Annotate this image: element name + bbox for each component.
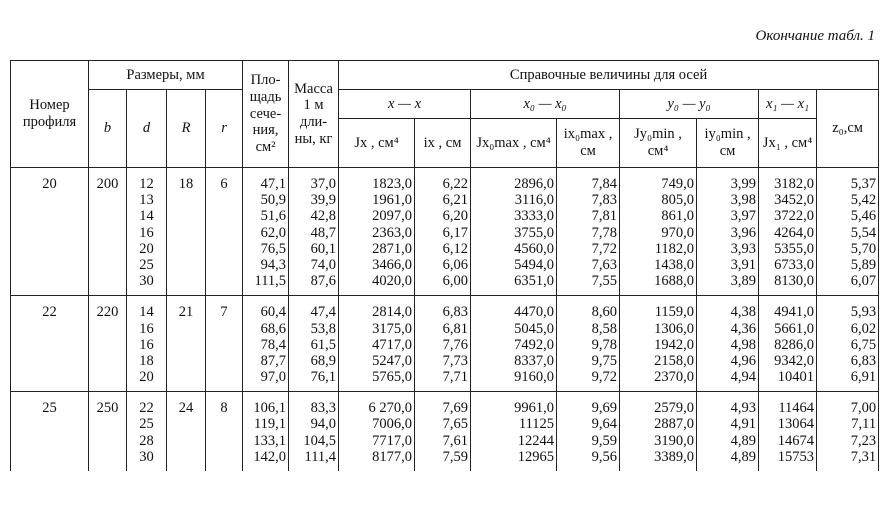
- col-iy0min-value: 3,97: [730, 208, 757, 225]
- col-ix0max: [557, 168, 620, 296]
- col-ix0max-value: 9,78: [591, 336, 618, 353]
- col-z0-value: 7,00: [850, 400, 877, 417]
- col-d-value: 28: [139, 432, 154, 449]
- col-Jy0min: [620, 168, 697, 296]
- col-mass-value: 74,0: [310, 256, 337, 273]
- col-iy0min-value: 3,98: [730, 192, 757, 209]
- col-d-value: 16: [139, 224, 154, 241]
- col-z0-value: 6,83: [850, 352, 877, 369]
- header-r: r: [206, 90, 243, 168]
- col-Jy0min-value: 2887,0: [654, 416, 695, 433]
- col-Jx1-value: 5661,0: [774, 320, 815, 337]
- col-iy0min-value: 3,99: [730, 176, 757, 192]
- col-mass-value: 39,9: [310, 192, 337, 209]
- col-Jy0min: [620, 296, 697, 392]
- col-iy0min: [697, 168, 759, 296]
- col-ix-value: 7,71: [442, 369, 469, 386]
- col-Jx-value: 2363,0: [372, 224, 413, 241]
- col-mass-value: 47,4: [310, 304, 337, 321]
- header-R: R: [167, 90, 206, 168]
- col-Jx0max-value: 3333,0: [514, 208, 555, 225]
- col-ix0max-value: 7,78: [591, 224, 618, 241]
- col-Jy0min: [620, 392, 697, 471]
- col-area-value: 119,1: [253, 416, 287, 433]
- col-ix-value: 6,12: [442, 240, 469, 257]
- col-Jx0max-value: 3755,0: [514, 224, 555, 241]
- col-z0-value: 6,75: [850, 336, 877, 353]
- col-Jx-value: 6 270,0: [368, 400, 413, 417]
- angle-profile-table: [10, 60, 879, 471]
- header-Jx: Jx , см⁴: [339, 119, 415, 168]
- header-axis-x: x — x: [339, 90, 471, 119]
- col-Jy0min-value: 805,0: [661, 192, 695, 209]
- col-b: 250: [89, 392, 127, 471]
- col-Jx0max-value: 5045,0: [514, 320, 555, 337]
- col-area-value: 47,1: [260, 176, 287, 192]
- col-ix0max-value: 9,56: [591, 448, 618, 465]
- col-z0-value: 6,07: [850, 273, 877, 290]
- col-iy0min-value: 4,89: [730, 448, 757, 465]
- col-Jy0min-value: 1182,0: [654, 240, 695, 257]
- header-d: d: [127, 90, 167, 168]
- col-area-value: 78,4: [260, 336, 287, 353]
- col-Jy0min-value: 2370,0: [654, 369, 695, 386]
- header-iy0min: iy₀min , см: [697, 119, 759, 168]
- col-mass-value: 42,8: [310, 208, 337, 225]
- header-axis-x1: x₁ — x₁: [759, 90, 817, 119]
- col-Jx-value: 4717,0: [372, 336, 413, 353]
- col-area-value: 60,4: [260, 304, 287, 321]
- col-Jy0min-value: 861,0: [661, 208, 695, 225]
- header-axis-x0: x₀ — x₀: [471, 90, 620, 119]
- col-ix0max-value: 7,81: [591, 208, 618, 225]
- col-Jx1-value: 10401: [777, 369, 815, 386]
- col-z0-value: 5,46: [850, 208, 877, 225]
- col-z0-value: 5,93: [850, 304, 877, 321]
- col-z0: [817, 392, 879, 471]
- col-Jx-value: 1961,0: [372, 192, 413, 209]
- col-Jx1-value: 15753: [777, 448, 815, 465]
- col-Jx0max-value: 7492,0: [514, 336, 555, 353]
- col-Jx0max-value: 12244: [517, 432, 555, 449]
- col-d-value: 25: [139, 416, 154, 433]
- col-ix-value: 6,06: [442, 256, 469, 273]
- col-Jx1: [759, 392, 817, 471]
- col-Jx0max-value: 2896,0: [514, 176, 555, 192]
- col-z0-value: 5,70: [850, 240, 877, 257]
- col-Jx0max-value: 5494,0: [514, 256, 555, 273]
- col-mass-value: 94,0: [310, 416, 337, 433]
- col-z0: [817, 296, 879, 392]
- header-profile-no: Номер профиля: [11, 61, 89, 168]
- col-iy0min-value: 3,91: [730, 256, 757, 273]
- col-area: [243, 392, 289, 471]
- profile-number: 25: [11, 392, 89, 471]
- col-Jx-value: 5765,0: [372, 369, 413, 386]
- col-ix0max-value: 9,64: [591, 416, 618, 433]
- col-ix0max: [557, 392, 620, 471]
- col-b: 200: [89, 168, 127, 296]
- col-ix0max-value: 7,83: [591, 192, 618, 209]
- col-Jx1-value: 11464: [778, 400, 815, 417]
- col-iy0min-value: 4,94: [730, 369, 757, 386]
- col-ix-value: 6,83: [442, 304, 469, 321]
- col-Jy0min-value: 3190,0: [654, 432, 695, 449]
- col-Jx0max-value: 9160,0: [514, 369, 555, 386]
- col-Jx: [339, 296, 415, 392]
- col-ix0max-value: 9,72: [591, 369, 618, 386]
- col-area-value: 51,6: [260, 208, 287, 225]
- col-z0-value: 6,02: [850, 320, 877, 337]
- col-ix0max-value: 7,84: [591, 176, 618, 192]
- col-d-value: 30: [139, 273, 154, 290]
- col-mass-value: 111,4: [304, 448, 337, 465]
- col-mass: [289, 168, 339, 296]
- col-Jx0max-value: 8337,0: [514, 352, 555, 369]
- col-mass-value: 60,1: [310, 240, 337, 257]
- col-d: [127, 296, 167, 392]
- col-iy0min-value: 3,89: [730, 273, 757, 290]
- col-area-value: 50,9: [260, 192, 287, 209]
- header-sizes: Размеры, мм: [89, 61, 243, 90]
- col-Jx1-value: 4941,0: [774, 304, 815, 321]
- col-mass-value: 61,5: [310, 336, 337, 353]
- header-reference-values: Справочные величины для осей: [339, 61, 879, 90]
- col-Jx1-value: 9342,0: [774, 352, 815, 369]
- col-Jx-value: 7717,0: [372, 432, 413, 449]
- col-Jx0max-value: 12965: [517, 448, 555, 465]
- col-z0-value: 6,91: [850, 369, 877, 386]
- header-Jx0max: Jx₀max , см⁴: [471, 119, 557, 168]
- col-Jy0min-value: 1438,0: [654, 256, 695, 273]
- col-ix-value: 6,20: [442, 208, 469, 225]
- col-d-value: 14: [139, 208, 154, 225]
- col-area-value: 111,5: [254, 273, 287, 290]
- col-Jx0max-value: 9961,0: [514, 400, 555, 417]
- profile-group-row: [11, 296, 879, 392]
- col-d: [127, 168, 167, 296]
- col-Jx1: [759, 168, 817, 296]
- col-ix0max-value: 7,72: [591, 240, 618, 257]
- col-mass: [289, 392, 339, 471]
- col-d-value: 13: [139, 192, 154, 209]
- col-area-value: 62,0: [260, 224, 287, 241]
- col-iy0min: [697, 392, 759, 471]
- col-r: 8: [206, 392, 243, 471]
- col-d-value: 20: [139, 369, 154, 386]
- col-ix-value: 6,00: [442, 273, 469, 290]
- col-Jx1-value: 13064: [777, 416, 815, 433]
- header-Jy0min: Jy₀min , см⁴: [620, 119, 697, 168]
- col-ix0max-value: 8,60: [591, 304, 618, 321]
- col-Jx1-value: 4264,0: [774, 224, 815, 241]
- col-Jx1-value: 3182,0: [774, 176, 815, 192]
- col-iy0min: [697, 296, 759, 392]
- col-R: 21: [167, 296, 206, 392]
- col-z0-value: 5,89: [850, 256, 877, 273]
- col-ix0max-value: 8,58: [591, 320, 618, 337]
- col-iy0min-value: 4,96: [730, 352, 757, 369]
- col-ix-value: 7,59: [442, 448, 469, 465]
- col-Jx-value: 3175,0: [372, 320, 413, 337]
- col-ix-value: 7,61: [442, 432, 469, 449]
- col-ix-value: 7,69: [442, 400, 469, 417]
- col-area-value: 133,1: [253, 432, 287, 449]
- col-Jy0min-value: 1159,0: [654, 304, 695, 321]
- col-Jx-value: 7006,0: [372, 416, 413, 433]
- col-Jx-value: 4020,0: [372, 273, 413, 290]
- profile-group-row: [11, 392, 879, 471]
- col-iy0min-value: 4,91: [730, 416, 757, 433]
- col-d-value: 16: [139, 320, 154, 337]
- col-area-value: 76,5: [260, 240, 287, 257]
- col-ix-value: 7,76: [442, 336, 469, 353]
- col-r: 6: [206, 168, 243, 296]
- table-caption: Окончание табл. 1: [755, 28, 875, 44]
- header-axis-y0: y₀ — y₀: [620, 90, 759, 119]
- col-Jx0max-value: 11125: [518, 416, 555, 433]
- col-Jy0min-value: 1688,0: [654, 273, 695, 290]
- col-d-value: 30: [139, 448, 154, 465]
- col-R: 24: [167, 392, 206, 471]
- col-z0-value: 5,37: [850, 176, 877, 192]
- col-Jx-value: 2871,0: [372, 240, 413, 257]
- col-area-value: 106,1: [253, 400, 287, 417]
- col-Jx-value: 8177,0: [372, 448, 413, 465]
- col-mass-value: 37,0: [310, 176, 337, 192]
- col-iy0min-value: 4,38: [730, 304, 757, 321]
- col-area-value: 97,0: [260, 369, 287, 386]
- col-d-value: 18: [139, 352, 154, 369]
- col-ix-value: 6,22: [442, 176, 469, 192]
- col-Jx1-value: 3722,0: [774, 208, 815, 225]
- col-Jx-value: 1823,0: [372, 176, 413, 192]
- col-ix-value: 7,65: [442, 416, 469, 433]
- header-Jx1: Jx₁ , см⁴: [759, 119, 817, 168]
- col-Jx1-value: 6733,0: [774, 256, 815, 273]
- col-ix0max-value: 9,69: [591, 400, 618, 417]
- col-area-value: 87,7: [260, 352, 287, 369]
- profile-group-row: [11, 168, 879, 296]
- col-ix: [415, 168, 471, 296]
- col-Jx1-value: 8286,0: [774, 336, 815, 353]
- col-Jy0min-value: 2579,0: [654, 400, 695, 417]
- col-Jy0min-value: 1942,0: [654, 336, 695, 353]
- col-iy0min-value: 4,36: [730, 320, 757, 337]
- profile-number: 22: [11, 296, 89, 392]
- col-Jx1: [759, 296, 817, 392]
- col-mass-value: 87,6: [310, 273, 337, 290]
- col-ix-value: 6,21: [442, 192, 469, 209]
- col-ix0max: [557, 296, 620, 392]
- col-ix0max-value: 9,75: [591, 352, 618, 369]
- header-z0: z₀,см: [817, 90, 879, 168]
- col-ix-value: 7,73: [442, 352, 469, 369]
- col-Jy0min-value: 2158,0: [654, 352, 695, 369]
- col-z0-value: 5,54: [850, 224, 877, 241]
- col-d-value: 25: [139, 256, 154, 273]
- table-header: [11, 61, 879, 168]
- col-d-value: 20: [139, 240, 154, 257]
- col-iy0min-value: 3,93: [730, 240, 757, 257]
- col-iy0min-value: 4,98: [730, 336, 757, 353]
- col-b: 220: [89, 296, 127, 392]
- col-Jx-value: 5247,0: [372, 352, 413, 369]
- col-Jx-value: 3466,0: [372, 256, 413, 273]
- col-z0-value: 7,31: [850, 448, 877, 465]
- col-area: [243, 168, 289, 296]
- header-area: Пло-щадь сече-ния, см²: [243, 61, 289, 168]
- col-Jy0min-value: 1306,0: [654, 320, 695, 337]
- col-Jx: [339, 168, 415, 296]
- col-iy0min-value: 4,89: [730, 432, 757, 449]
- col-area: [243, 296, 289, 392]
- col-ix: [415, 392, 471, 471]
- col-mass-value: 83,3: [310, 400, 337, 417]
- col-mass: [289, 296, 339, 392]
- col-iy0min-value: 4,93: [730, 400, 757, 417]
- profile-number: 20: [11, 168, 89, 296]
- col-Jx0max-value: 6351,0: [514, 273, 555, 290]
- col-ix0max-value: 7,55: [591, 273, 618, 290]
- col-mass-value: 76,1: [310, 369, 337, 386]
- col-z0-value: 7,11: [851, 416, 877, 433]
- col-Jx1-value: 14674: [777, 432, 815, 449]
- col-mass-value: 53,8: [310, 320, 337, 337]
- col-Jx0max-value: 4560,0: [514, 240, 555, 257]
- col-area-value: 94,3: [260, 256, 287, 273]
- header-b: b: [89, 90, 127, 168]
- col-area-value: 142,0: [253, 448, 287, 465]
- col-z0: [817, 168, 879, 296]
- col-ix-value: 6,81: [442, 320, 469, 337]
- col-d-value: 22: [139, 400, 154, 417]
- header-ix: ix , см: [415, 119, 471, 168]
- col-Jx1-value: 5355,0: [774, 240, 815, 257]
- col-ix0max-value: 7,63: [591, 256, 618, 273]
- col-Jx0max: [471, 296, 557, 392]
- col-Jx0max: [471, 392, 557, 471]
- col-d-value: 16: [139, 336, 154, 353]
- table-body: [11, 168, 879, 472]
- col-d-value: 14: [139, 304, 154, 321]
- col-d: [127, 392, 167, 471]
- col-area-value: 68,6: [260, 320, 287, 337]
- col-z0-value: 7,23: [850, 432, 877, 449]
- col-ix0max-value: 9,59: [591, 432, 618, 449]
- col-Jx1-value: 8130,0: [774, 273, 815, 290]
- col-mass-value: 68,9: [310, 352, 337, 369]
- col-Jx0max-value: 3116,0: [514, 192, 555, 209]
- col-Jx: [339, 392, 415, 471]
- col-Jy0min-value: 749,0: [661, 176, 695, 192]
- col-Jy0min-value: 970,0: [661, 224, 695, 241]
- col-z0-value: 5,42: [850, 192, 877, 209]
- col-mass-value: 48,7: [310, 224, 337, 241]
- col-Jx-value: 2097,0: [372, 208, 413, 225]
- header-ix0max: ix₀max , см: [557, 119, 620, 168]
- col-iy0min-value: 3,96: [730, 224, 757, 241]
- col-Jy0min-value: 3389,0: [654, 448, 695, 465]
- col-Jx-value: 2814,0: [372, 304, 413, 321]
- col-Jx0max: [471, 168, 557, 296]
- col-Jx0max-value: 4470,0: [514, 304, 555, 321]
- col-Jx1-value: 3452,0: [774, 192, 815, 209]
- header-mass: Масса 1 м дли-ны, кг: [289, 61, 339, 168]
- col-R: 18: [167, 168, 206, 296]
- col-mass-value: 104,5: [303, 432, 337, 449]
- col-d-value: 12: [139, 176, 154, 192]
- col-ix: [415, 296, 471, 392]
- col-ix-value: 6,17: [442, 224, 469, 241]
- col-r: 7: [206, 296, 243, 392]
